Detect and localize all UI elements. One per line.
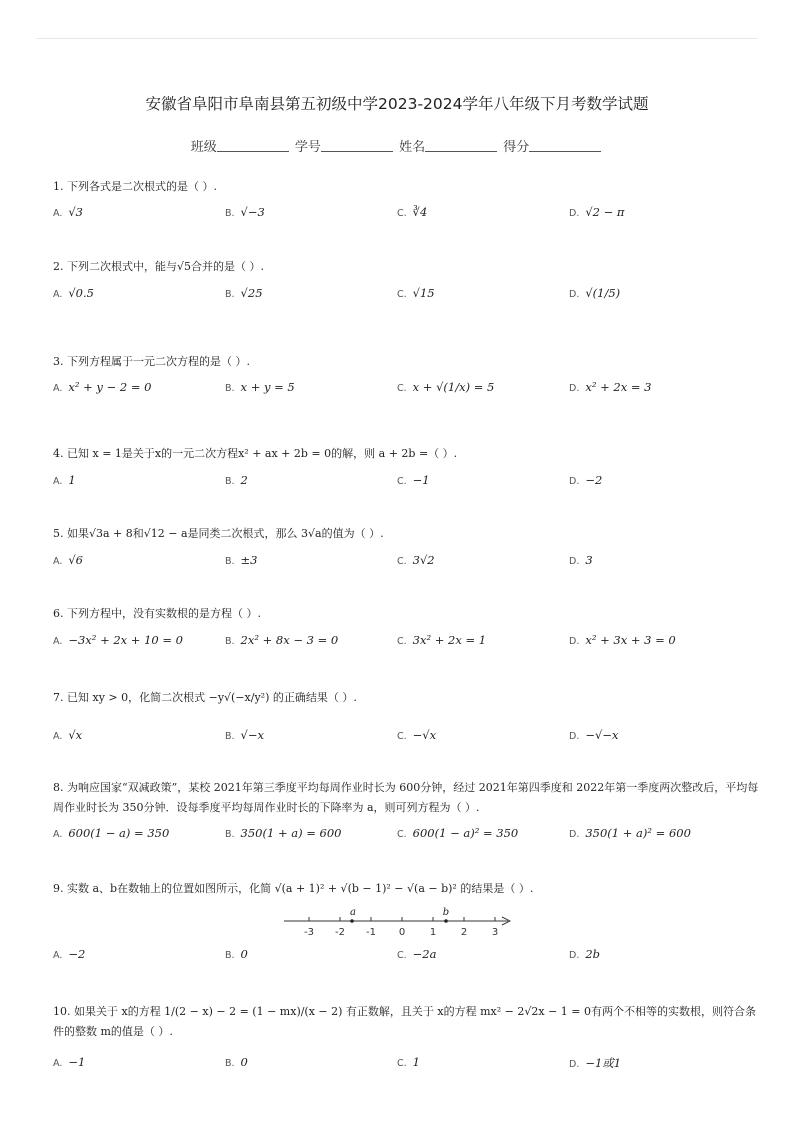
option-d[interactable]: D. x² + 2x = 3 (569, 380, 652, 394)
option-a[interactable]: A. −1 (53, 1055, 86, 1069)
option-d[interactable]: D. 350(1 + a)² = 600 (569, 826, 691, 840)
question-stem: 6. 下列方程中，没有实数根的是方程（ ）. (53, 607, 261, 620)
option-b[interactable]: B. √25 (225, 286, 263, 300)
options-6 (53, 633, 753, 657)
name-blank[interactable] (425, 139, 497, 152)
option-b[interactable]: B. 2 (225, 473, 248, 487)
tick-label: 3 (491, 927, 499, 938)
option-d[interactable]: D. √(1/5) (569, 286, 621, 300)
name-label: 姓名 (399, 140, 426, 155)
option-d[interactable]: D. √2 − π (569, 205, 625, 219)
option-a[interactable]: A. −2 (53, 947, 86, 961)
options-9 (53, 947, 753, 971)
question-3 (53, 352, 764, 372)
tick-label: 1 (429, 927, 437, 938)
option-b[interactable]: B. x + y = 5 (225, 380, 295, 394)
question-7 (53, 688, 764, 708)
tick-label: 0 (398, 927, 406, 938)
option-a[interactable]: A. x² + y − 2 = 0 (53, 380, 152, 394)
option-a[interactable]: A. 600(1 − a) = 350 (53, 826, 170, 840)
option-c[interactable]: C. 1 (397, 1055, 420, 1069)
question-stem: 10. 如果关于 x的方程 1/(2 − x) − 2 = (1 − mx)/(x − 2) 有正数解，且关于 x的方程 mx² − 2√2x − 1 = 0有两个不相等的实数根，则符合条件的整数 m的值是（ ）. (53, 1005, 757, 1038)
option-c[interactable]: C. 600(1 − a)² = 350 (397, 826, 519, 840)
option-b[interactable]: B. 0 (225, 947, 248, 961)
option-b[interactable]: B. 0 (225, 1055, 248, 1069)
options-4 (53, 473, 753, 497)
class-blank[interactable] (217, 139, 289, 152)
question-5 (53, 524, 764, 544)
option-c[interactable]: C. x + √(1/x) = 5 (397, 380, 495, 394)
point-a-label: a (350, 907, 356, 918)
option-d[interactable]: D. 3 (569, 553, 593, 567)
tick-label: 2 (460, 927, 468, 938)
tick-label: -2 (335, 927, 345, 938)
option-a[interactable]: A. √x (53, 728, 83, 742)
id-label: 学号 (294, 140, 321, 155)
question-10 (53, 1002, 764, 1042)
question-stem: 8. 为响应国家“双减政策”，某校 2021年第三季度平均每周作业时长为 600分钟，经过 2021年第四季度和 2022年第一季度两次整改后，平均每周作业时长为 350分钟．设每季度平均每周作业时长的下降率为 a，则可列方程为（ ）. (53, 781, 759, 814)
option-c[interactable]: C. √15 (397, 286, 435, 300)
option-c[interactable]: C. −√x (397, 728, 437, 742)
option-a[interactable]: A. −3x² + 2x + 10 = 0 (53, 633, 183, 647)
option-b[interactable]: B. 2x² + 8x − 3 = 0 (225, 633, 339, 647)
header-rule (36, 38, 758, 39)
tick-label: -1 (366, 927, 376, 938)
number-line-ticks (309, 917, 495, 921)
options-8 (53, 826, 753, 850)
question-stem: 5. 如果√3a + 8和√12 − a是同类二次根式，那么 3√a的值为（ ）. (53, 527, 384, 540)
options-7 (53, 728, 753, 752)
option-b[interactable]: B. ±3 (225, 553, 258, 567)
question-6 (53, 604, 764, 624)
options-5 (53, 553, 753, 577)
question-stem: 2. 下列二次根式中，能与√5合并的是（ ）. (53, 260, 264, 273)
tick-label: -3 (304, 927, 314, 938)
option-d[interactable]: D. x² + 3x + 3 = 0 (569, 633, 676, 647)
option-c[interactable]: C. ∛4 (397, 205, 428, 219)
option-c[interactable]: C. 3√2 (397, 553, 435, 567)
option-b[interactable]: B. √−3 (225, 205, 265, 219)
option-d[interactable]: D. −1或1 (569, 1056, 622, 1070)
option-a[interactable]: A. √0.5 (53, 286, 94, 300)
class-label: 班级 (190, 140, 217, 155)
point-b-label: b (442, 907, 450, 918)
option-c[interactable]: C. −2a (397, 947, 437, 961)
question-stem: 1. 下列各式是二次根式的是（ ）. (53, 180, 217, 193)
option-d[interactable]: D. 2b (569, 947, 601, 961)
question-stem: 9. 实数 a、b在数轴上的位置如图所示，化简 √(a + 1)² + √(b − 1)² − √(a − b)² 的结果是（ ）. (53, 882, 534, 895)
options-3 (53, 380, 753, 404)
question-stem: 7. 已知 xy > 0，化简二次根式 −y√(−x/y²) 的正确结果（ ）. (53, 691, 357, 704)
question-1 (53, 177, 764, 197)
options-1 (53, 205, 753, 229)
option-a[interactable]: A. 1 (53, 473, 76, 487)
options-10 (53, 1055, 753, 1079)
point-a-dot (350, 919, 354, 923)
id-blank[interactable] (321, 139, 393, 152)
question-9 (53, 879, 764, 899)
option-c[interactable]: C. −1 (397, 473, 430, 487)
option-d[interactable]: D. −2 (569, 473, 603, 487)
score-label: 得分 (503, 140, 530, 155)
options-2 (53, 286, 753, 310)
question-4 (53, 444, 764, 464)
option-d[interactable]: D. −√−x (569, 728, 619, 742)
score-blank[interactable] (529, 139, 601, 152)
student-info-row (0, 136, 794, 155)
question-2 (53, 257, 764, 277)
option-c[interactable]: C. 3x² + 2x = 1 (397, 633, 487, 647)
question-stem: 3. 下列方程属于一元二次方程的是（ ）. (53, 355, 250, 368)
option-a[interactable]: A. √6 (53, 553, 84, 567)
option-a[interactable]: A. √3 (53, 205, 84, 219)
question-8 (53, 778, 764, 818)
point-b-dot (444, 919, 448, 923)
option-b[interactable]: B. √−x (225, 728, 264, 742)
question-stem: 4. 已知 x = 1是关于x的一元二次方程x² + ax + 2b = 0的解，则 a + 2b =（ ）. (53, 447, 458, 460)
page-title: 安徽省阜阳市阜南县第五初级中学2023-2024学年八年级下月考数学试题 (145, 95, 649, 113)
option-b[interactable]: B. 350(1 + a) = 600 (225, 826, 342, 840)
number-line-figure (284, 905, 516, 939)
